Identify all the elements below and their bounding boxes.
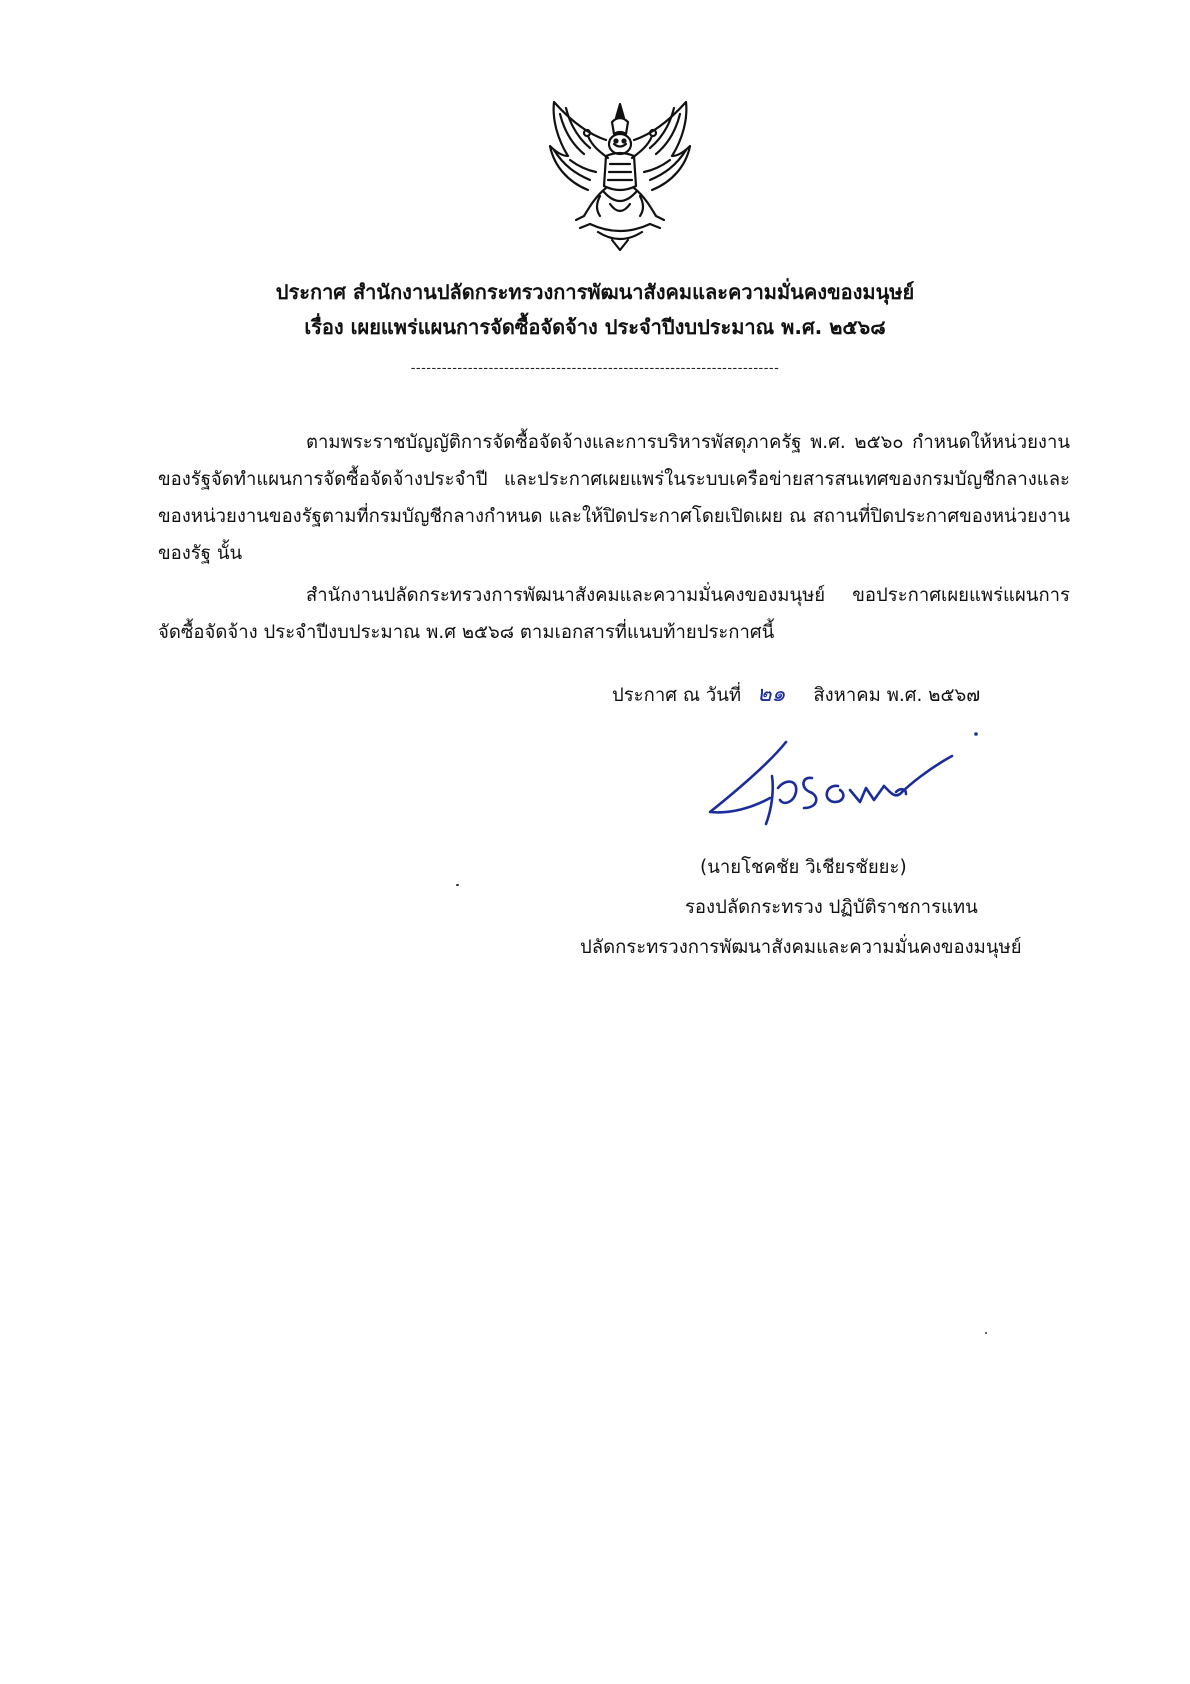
- handwritten-signature: [700, 728, 990, 838]
- date-day-handwritten: ๒๑: [757, 682, 786, 707]
- signatory-name: (นายโชคชัย วิเชียรชัยยะ): [700, 857, 907, 878]
- document-title: ประกาศ สำนักงานปลัดกระทรวงการพัฒนาสังคมและความมั่นคงของมนุษย์: [275, 280, 915, 304]
- paragraph-legal-basis: [158, 424, 1070, 572]
- paragraph-text: สำนักงานปลัดกระทรวงการพัฒนาสังคมและความมั่นคงของมนุษย์ ขอประกาศเผยแพร่แผนการจัดซื้อจัดจ้าง ประจำปีงบประมาณ พ.ศ ๒๕๖๘ ตามเอกสารที่แนบท้ายประกาศนี้: [158, 585, 1070, 643]
- scan-speck: [456, 884, 459, 886]
- garuda-emblem-icon: [540, 100, 700, 255]
- date-month-year: สิงหาคม พ.ศ. ๒๕๖๗: [813, 685, 981, 706]
- scan-speck: [985, 1332, 987, 1334]
- date-prefix: ประกาศ ณ วันที่: [612, 685, 742, 706]
- document-subject: เรื่อง เผยแพร่แผนการจัดซื้อจัดจ้าง ประจำปีงบประมาณ พ.ศ. ๒๕๖๘: [304, 315, 886, 339]
- announcement-date: [612, 680, 980, 711]
- paragraph-announcement: [158, 577, 1070, 651]
- signatory-position: รองปลัดกระทรวง ปฏิบัติราชการแทน: [685, 897, 978, 918]
- signatory-acting-for: ปลัดกระทรวงการพัฒนาสังคมและความมั่นคงของมนุษย์: [580, 937, 1022, 958]
- title-divider: -----------------------------------------------------------------------: [410, 361, 780, 376]
- paragraph-text: ตามพระราชบัญญัติการจัดซื้อจัดจ้างและการบริหารพัสดุภาครัฐ พ.ศ. ๒๕๖๐ กำหนดให้หน่วยงานของรัฐจัดทำแผนการจัดซื้อจัดจ้างประจำปี และประกาศเผยแพร่ในระบบเครือข่ายสารสนเทศของกรมบัญชีกลางและของหน่วยงานของรัฐตามที่กรมบัญชีกลางกำหนด และให้ปิดประกาศโดยเปิดเผย ณ สถานที่ปิดประกาศของหน่วยงานของรัฐ นั้น: [158, 432, 1070, 564]
